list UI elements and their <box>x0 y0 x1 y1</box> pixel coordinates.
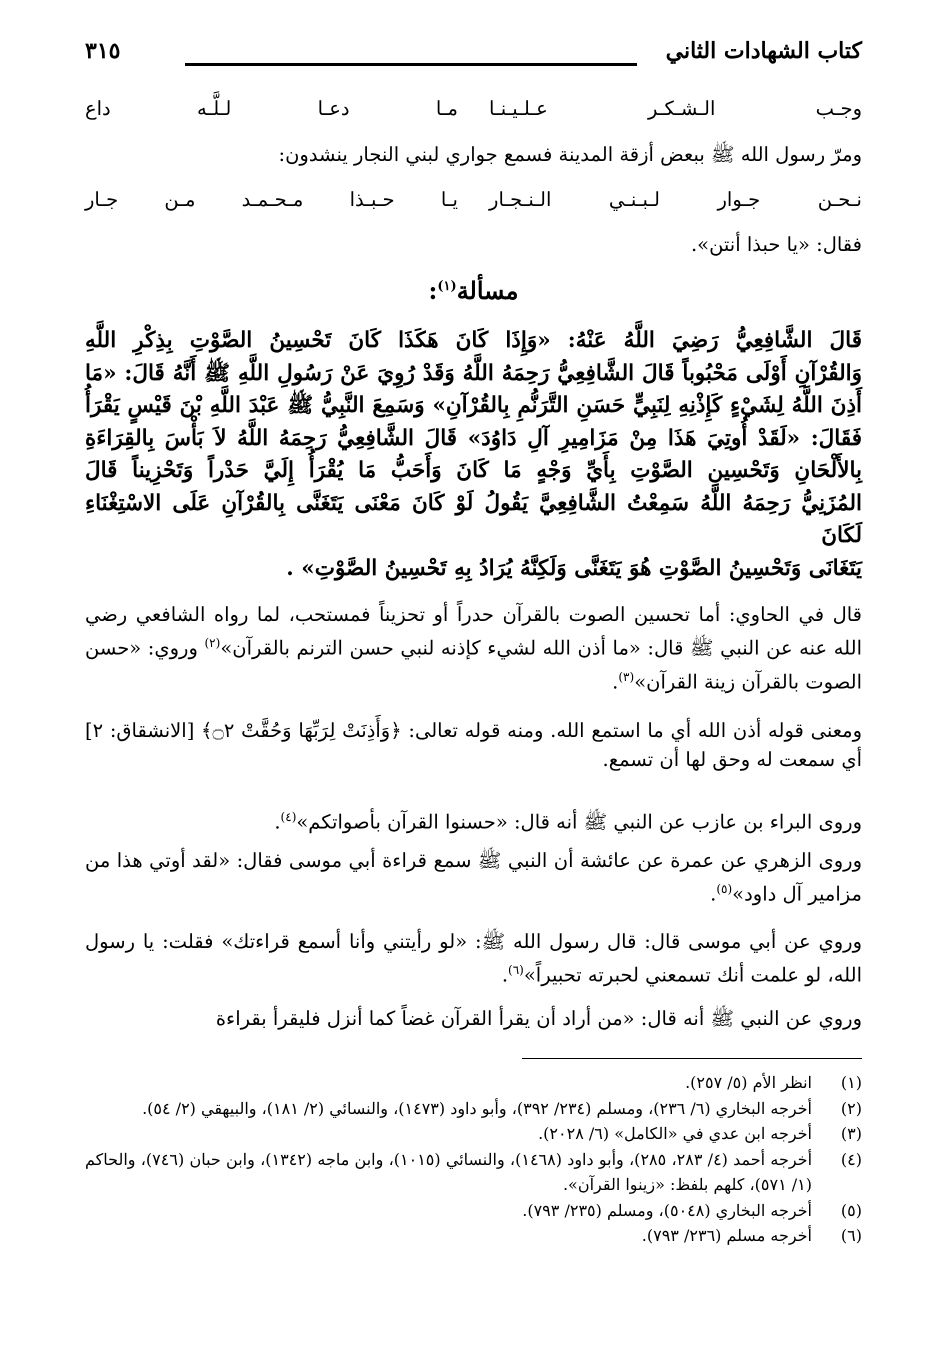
footnote-item: (٣) أخرجه ابن عدي في «الكامل» (٦/ ٢٠٢٨). <box>538 1124 862 1143</box>
verse-1-first-hemistich: وجـب الـشـكـر عـلـيـنـا <box>489 97 862 120</box>
verse-2-first-hemistich: نـحـن جـوار لـبـنـي الـنـجـار <box>489 188 862 211</box>
page <box>85 0 862 1371</box>
footnote-item: (٢) أخرجه البخاري (٦/ ٢٣٦)، ومسلم (٢٣٤/ ٣٩٢)، وأبو داود (١٤٧٣)، والنسائي (٢/ ١٨١)، والبيهقي (٢/ ٥٤). <box>142 1098 862 1118</box>
commentary-paragraph-4: وروى الزهري عن عمرة عن عائشة أن النبي ﷺ سمع قراءة أبي موسى فقال: «لقد أوتي هذا من مزامير آل داود»$^{(٥)}$. <box>85 849 862 906</box>
commentary-paragraph-3: وروى البراء بن عازب عن النبي ﷺ أنه قال: «حسنوا القرآن بأصواتكم»$^{(٤)}$. <box>274 810 862 834</box>
footnote-ref: (٦) <box>508 963 524 977</box>
footnote-item: (٦) أخرجه مسلم (٢٣٦/ ٧٩٣). <box>641 1226 862 1245</box>
matn-line: المُزَنِيُّ رَحِمَهُ اللَّهُ سَمِعْتُ الشَّافِعِيَّ يَقُولُ لَوْ كَانَ مَعْنَى يَتَغَنَّى بِالقُرْآنِ عَلَى الاسْتِغْنَاءِ لَكَانَ <box>85 490 862 548</box>
footnotes <box>85 1070 862 1249</box>
heading-text: مسألة <box>456 276 519 305</box>
commentary-paragraph-5: وروي عن أبي موسى قال: قال رسول الله ﷺ: «لو رأيتني وأنا أسمع قراءتك» فقلت: يا رسول الله، لو علمت أنك تسمعني لحبرته تحبيراً»$^{(٦)}$. <box>85 930 862 987</box>
footnote-item: (٥) أخرجه البخاري (٥٠٤٨)، ومسلم (٢٣٥/ ٧٩٣). <box>522 1200 862 1220</box>
footnote-separator <box>522 1058 862 1059</box>
footnote-ref: (٣) <box>618 669 635 684</box>
intro-line: ومرّ رسول الله ﷺ ببعض أزقة المدينة فسمع جواري لبني النجار ينشدون: <box>278 143 862 166</box>
matn-line: أَذِنَ اللَّهُ لِشَيْءٍ كَإِذْنِهِ لِنَبِيٍّ حَسَنِ التَّرَنُّمِ بِالقُرْآنِ» وَسَمِعَ النَّبِيُّ ﷺ عَبْدَ اللَّهِ بْنَ قَيْسٍ يَقْرَأُ <box>85 393 862 418</box>
section-heading <box>85 276 862 305</box>
running-header <box>85 38 862 78</box>
matn-line: يَتَغَانَى وَتَحْسِينُ الصَّوْتِ هُوَ يَتَغَنَّى وَلَكِنَّهُ يُرَادُ بِهِ تَحْسِينُ الصَّوْتِ» . <box>286 555 862 581</box>
commentary-paragraph-1: قال في الحاوي: أما تحسين الصوت بالقرآن حدراً أو تحزيناً فمستحب، لما رواه الشافعي رضي الله عنه عن النبي ﷺ قال: «ما أذن الله لشيء كإذنه لنبي حسن الترنم بالقرآن»$^{(٢)}$ وروي: «حسن الصوت بالقرآن زينة القرآن»$^{(٣)}$. <box>85 603 862 693</box>
footnote-ref: (٤) <box>280 810 297 824</box>
verse-1-second-hemistich: مـا دعـا لـلَّـه داع <box>85 97 458 120</box>
footnote-item: (١) انظر الأم (٥/ ٢٥٧). <box>685 1073 862 1092</box>
page-number: ٣١٥ <box>85 38 121 64</box>
header-rule <box>185 63 637 66</box>
heading-footnote-ref: (١) <box>437 279 457 294</box>
matn-line: بِالأَلْحَانِ وَتَحْسِينِ الصَّوْتِ بِأَيِّ وَجْهٍ مَا كَانَ وَأَحَبُّ مَا يُقْرَأُ إِلَيَّ حَدْراً وَتَحْزِيناً قَالَ <box>85 458 862 483</box>
footnote-ref: (٥) <box>716 882 733 896</box>
heading-colon: : <box>428 276 438 305</box>
matn-line: فَقَالَ: «لَقَدْ أُوتِيَ هَذَا مِنْ مَزَامِيرِ آلِ دَاوُدَ» قَالَ الشَّافِعِيُّ رَحِمَهُ اللَّهُ لاَ بَأْسَ بِالقِرَاءَةِ <box>85 425 862 451</box>
commentary-paragraph-2: ومعنى قوله أذن الله أي ما استمع الله. ومنه قوله تعالى: ﴿وَأَذِنَتْ لِرَبِّهَا وَحُقَّتْ ۝٢﴾ [الانشقاق: ٢] أي سمعت له وحق لها أن تسمع. <box>85 719 862 771</box>
footnote-item: (٤) أخرجه أحمد (٤/ ٢٨٣، ٢٨٥)، وأبو داود (١٤٦٨)، والنسائي (١٠١٥)، وابن ماجه (١٣٤٢)، وابن حبان (٧٤٦)، والحاكم (١/ ٥٧١)، كلهم بلفظ: «زينوا القرآن». <box>85 1149 862 1194</box>
matn-line: وَالقُرْآنِ أَوْلَى مَحْبُوباً قَالَ الشَّافِعِيُّ رَحِمَهُ اللَّهُ وَقَدْ رُوِيَ عَنْ رَسُولِ اللَّهِ ﷺ أَنَّهُ قَالَ: «مَا <box>85 360 862 386</box>
commentary-paragraph-6: وروي عن النبي ﷺ أنه قال: «من أراد أن يقرأ القرآن غضاً كما أنزل فليقرأ بقراءة <box>215 1007 862 1030</box>
matn-text <box>85 325 862 585</box>
verse-2-second-hemistich: يـا حـبـذا مـحـمـد مـن جـار <box>85 188 458 211</box>
book-title: كتاب الشهادات الثاني <box>665 38 862 64</box>
reply-line: فقال: «يا حبذا أنتن». <box>690 233 862 256</box>
footnote-ref: (٢) <box>204 636 221 650</box>
matn-line: قَالَ الشَّافِعِيُّ رَضِيَ اللَّهُ عَنْهُ: «وَإِذَا كَانَ هَكَذَا كَانَ تَحْسِينُ الصَّوْتِ بِذِكْرِ اللَّهِ <box>85 328 862 353</box>
